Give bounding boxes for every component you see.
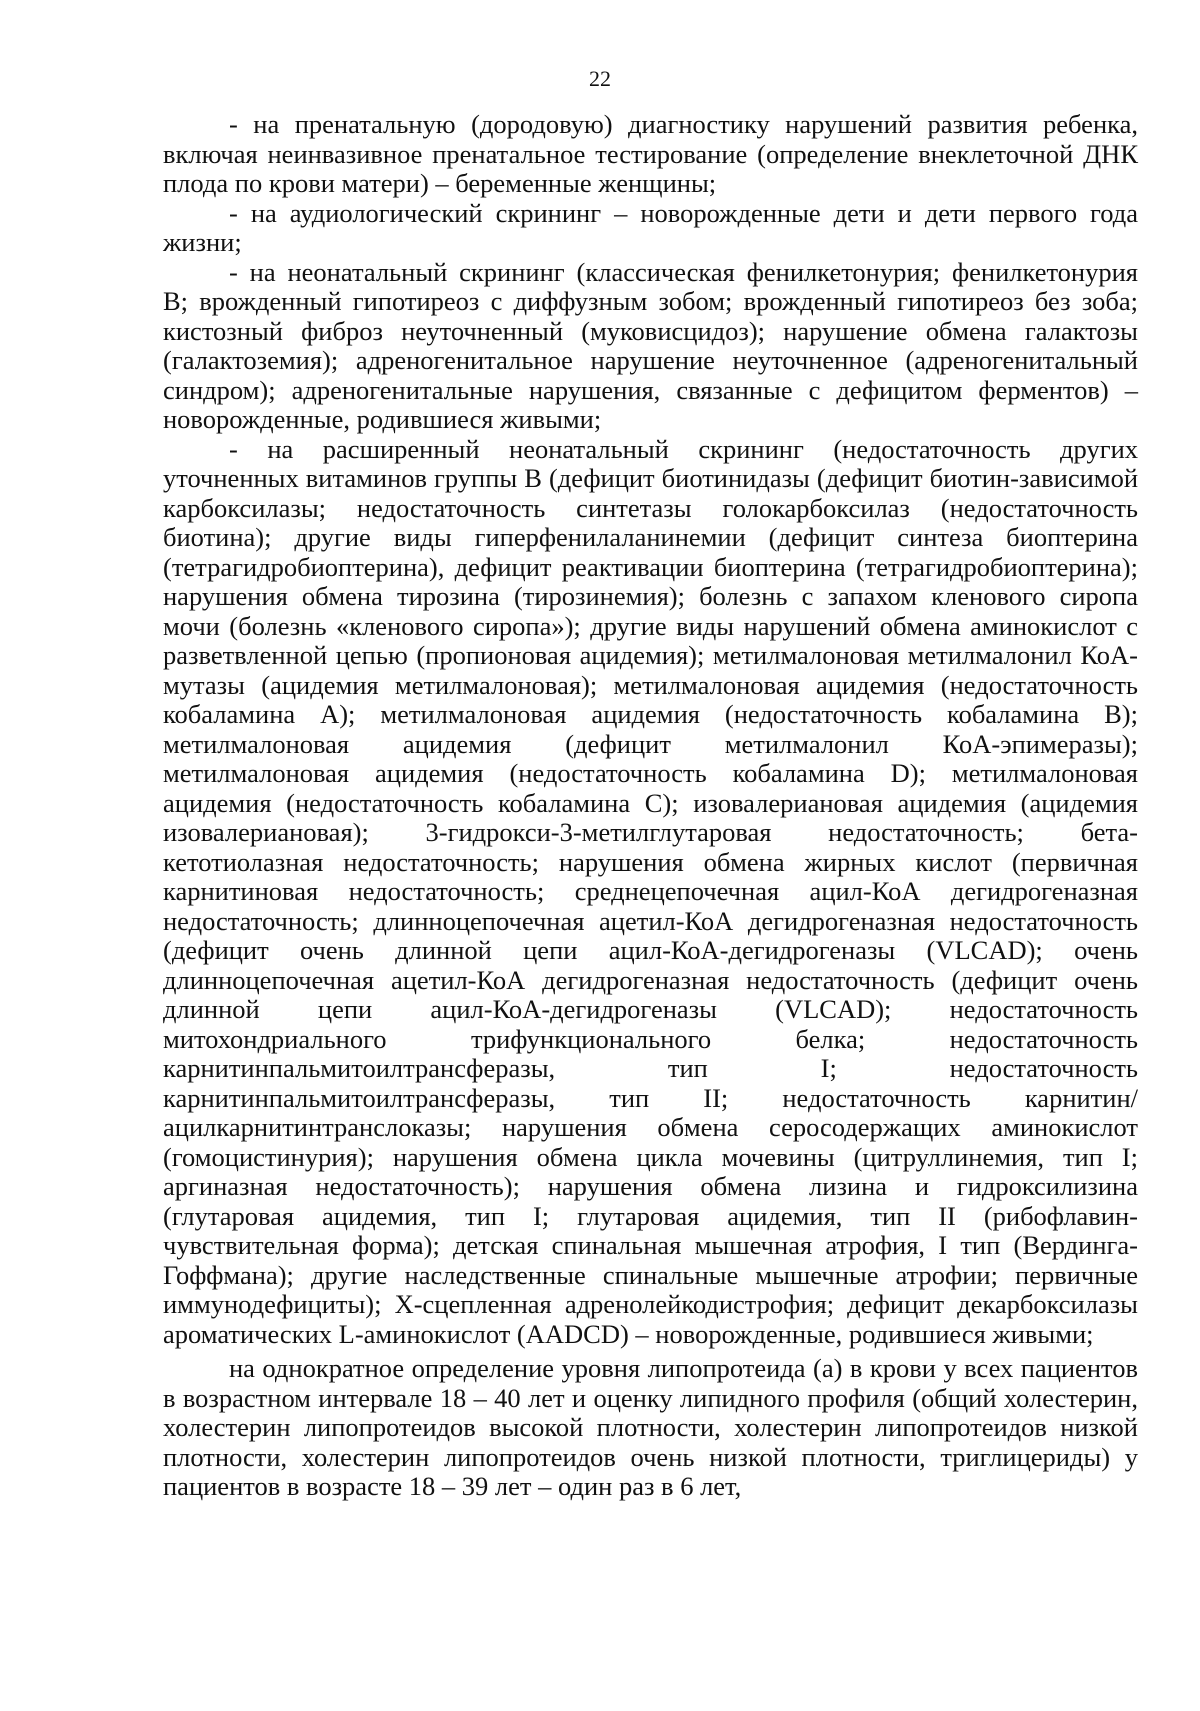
paragraph-lipoprotein-test: на однократное определение уровня липопротеида (а) в крови у всех пациентов в возрастном интервале 18 – 40 лет и оценку липидного профиля (общий холестерин, холестерин липопротеидов высокой плотности, холестерин липопротеидов низкой плотности, холестерин липопротеидов очень низкой плотности, триглицериды) у пациентов в возрасте 18 – 39 лет – один раз в 6 лет, (163, 1353, 1138, 1501)
paragraph-audiological-screening: - на аудиологический скрининг – новорожденные дети и дети первого года жизни; (163, 197, 1138, 257)
paragraph-extended-neonatal-screening: - на расширенный неонатальный скрининг (недостаточность других уточненных витаминов группы В (дефицит биотинидазы (дефицит биотин-зависимой карбоксилазы; недостаточность синтетазы голокарбоксилаз (недостаточность биотина); другие виды гиперфенилаланинемии (дефицит синтеза биоптерина (тетрагидробиоптерина), дефицит реактивации биоптерина (тетрагидробиоптерина); нарушения обмена тирозина (тирозинемия); болезнь с запахом кленового сиропа мочи (болезнь «кленового сиропа»); другие виды нарушений обмена аминокислот с разветвленной цепью (пропионовая ацидемия); метилмалоновая метилмалонил КоА-мутазы (ацидемия метилмалоновая); метилмалоновая ацидемия (недостаточность кобаламина А); метилмалоновая ацидемия (недостаточность кобаламина В); метилмалоновая ацидемия (дефицит метилмалонил КоА-эпимеразы); метилмалоновая ацидемия (недостаточность кобаламина D); метилмалоновая ацидемия (недостаточность кобаламина С); изовалериановая ацидемия (ацидемия изовалериановая); 3-гидрокси-3-метилглутаровая недостаточность; бета-кетотиолазная недостаточность; нарушения обмена жирных кислот (первичная карнитиновая недостаточность; среднецепочечная ацил-КоА дегидрогеназная недостаточность; длинноцепочечная ацетил-КоА дегидрогеназная недостаточность (дефицит очень длинной цепи ацил-КоА-дегидрогеназы (VLCAD); очень длинноцепочечная ацетил-КоА дегидрогеназная недостаточность (дефицит очень длинной цепи ацил-КоА-дегидрогеназы (VLCAD); недостаточность митохондриального трифункционального белка; недостаточность карнитинпальмитоилтрансферазы, тип I; недостаточность карнитинпальмитоилтрансферазы, тип II; недостаточность карнитин/ацилкарнитинтранслоказы; нарушения обмена серосодержащих аминокислот (гомоцистинурия); нарушения обмена цикла мочевины (цитруллинемия, тип I; аргиназная недостаточность); нарушения обмена лизина и гидроксилизина (глутаровая ацидемия, тип I; глутаровая ацидемия, тип II (рибофлавин-чувствительная форма); детская спинальная мышечная атрофия, I тип (Вердинга-Гоффмана); другие наследственные спинальные мышечные атрофии; первичные иммунодефициты); Х-сцепленная адренолейкодистрофия; дефицит декарбоксилазы ароматических L-аминокислот (AADCD) – новорожденные, родившиеся живыми; (163, 433, 1138, 1349)
page-number: 22 (589, 66, 611, 91)
document-body (163, 110, 1138, 1502)
paragraph-prenatal-diagnostics: - на пренатальную (дородовую) диагностику нарушений развития ребенка, включая неинвазивное пренатальное тестирование (определение внеклеточной ДНК плода по крови матери) – беременные женщины; (163, 109, 1138, 198)
paragraph-neonatal-screening: - на неонатальный скрининг (классическая фенилкетонурия; фенилкетонурия В; врожденный гипотиреоз с диффузным зобом; врожденный гипотиреоз без зоба; кистозный фиброз неуточненный (муковисцидоз); нарушение обмена галактозы (галактоземия); адреногенитальное нарушение неуточненное (адреногенитальный синдром); адреногенитальные нарушения, связанные с дефицитом ферментов) – новорожденные, родившиеся живыми; (163, 256, 1138, 434)
